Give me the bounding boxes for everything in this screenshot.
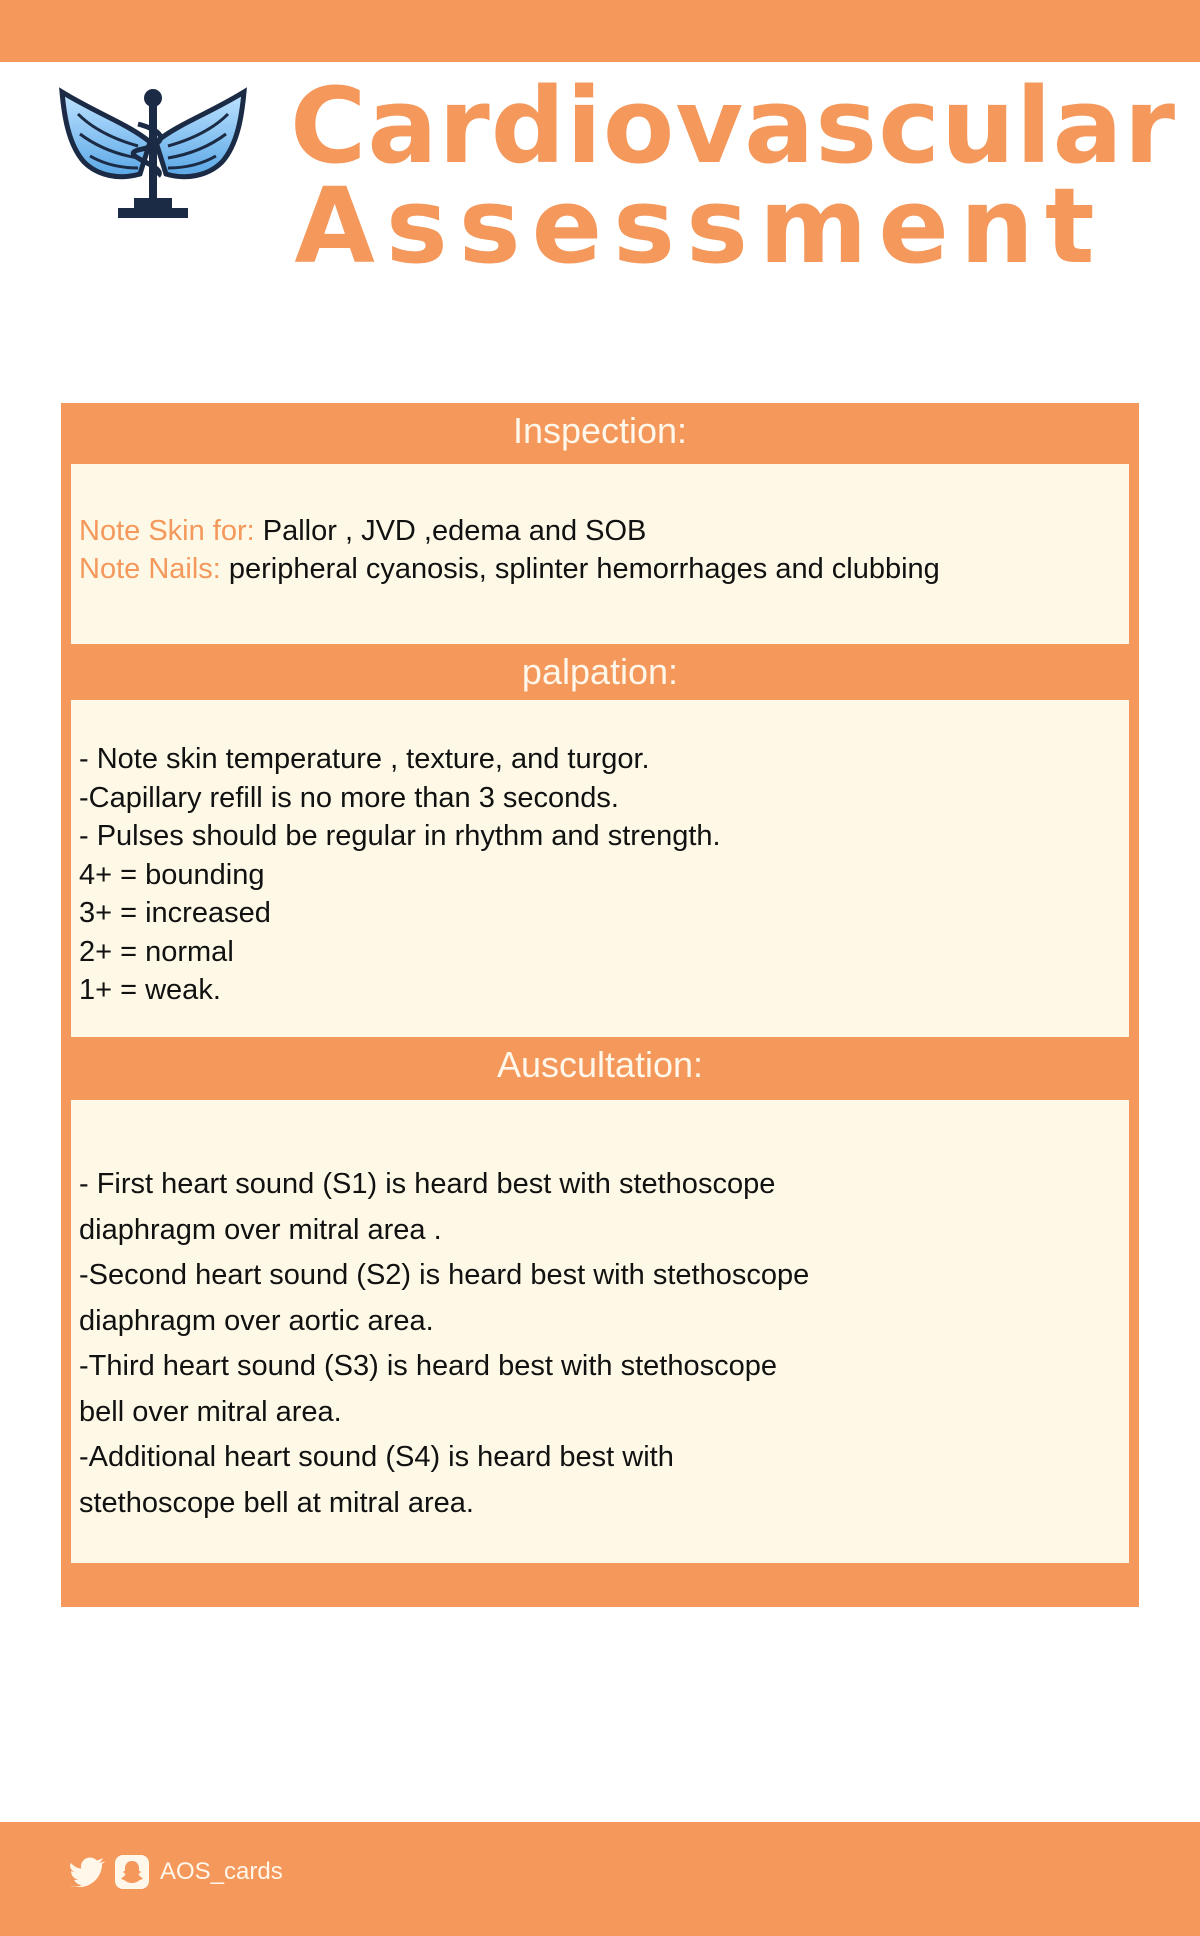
auscultation-line: diaphragm over mitral area .	[79, 1213, 442, 1246]
twitter-icon[interactable]	[70, 1857, 106, 1887]
inspection-heading: Inspection:	[512, 410, 688, 451]
auscultation-line: stethoscope bell at mitral area.	[79, 1486, 474, 1519]
header	[0, 62, 1200, 302]
palpation-line: 2+ = normal	[79, 935, 234, 968]
palpation-line: -Capillary refill is no more than 3 seconds.	[79, 781, 619, 814]
auscultation-line: - First heart sound (S1) is heard best with stethoscope	[79, 1168, 776, 1200]
top-bar	[0, 0, 1200, 62]
social-handle[interactable]: AOS_cards	[160, 1858, 283, 1885]
note-skin-text: Pallor , JVD ,edema and SOB	[262, 515, 647, 547]
auscultation-panel	[71, 1100, 1129, 1563]
snapchat-icon[interactable]	[114, 1854, 150, 1890]
inspection-line	[79, 550, 1129, 588]
assessment-card	[61, 403, 1139, 1607]
auscultation-heading: Auscultation:	[496, 1044, 704, 1085]
caduceus-wings-icon	[58, 84, 248, 224]
title-line-1: Cardiovascular	[290, 65, 1177, 187]
palpation-line: 3+ = increased	[79, 897, 271, 929]
palpation-line: 1+ = weak.	[79, 974, 221, 1006]
auscultation-line: diaphragm over aortic area.	[79, 1304, 434, 1337]
footer-bar	[0, 1822, 1200, 1936]
inspection-panel	[71, 464, 1129, 644]
note-skin-label: Note Skin for:	[79, 515, 263, 547]
inspection-line	[79, 512, 1129, 550]
palpation-line: 4+ = bounding	[79, 858, 265, 891]
auscultation-line: -Additional heart sound (S4) is heard best with	[79, 1441, 674, 1473]
auscultation-line: bell over mitral area.	[79, 1395, 342, 1428]
note-nails-label: Note Nails:	[79, 553, 221, 585]
social-links	[70, 1852, 283, 1892]
palpation-line: - Pulses should be regular in rhythm and strength.	[79, 820, 721, 852]
palpation-line: - Note skin temperature , texture, and turgor.	[79, 743, 650, 775]
auscultation-line: -Second heart sound (S2) is heard best with stethoscope	[79, 1259, 810, 1291]
page-title	[290, 65, 1177, 287]
palpation-panel	[71, 700, 1129, 1037]
title-line-2: Assessment	[294, 165, 1106, 287]
auscultation-line: -Third heart sound (S3) is heard best with stethoscope	[79, 1350, 777, 1382]
palpation-heading: palpation:	[521, 651, 679, 692]
note-nails-text: peripheral cyanosis, splinter hemorrhages and clubbing	[220, 553, 940, 585]
